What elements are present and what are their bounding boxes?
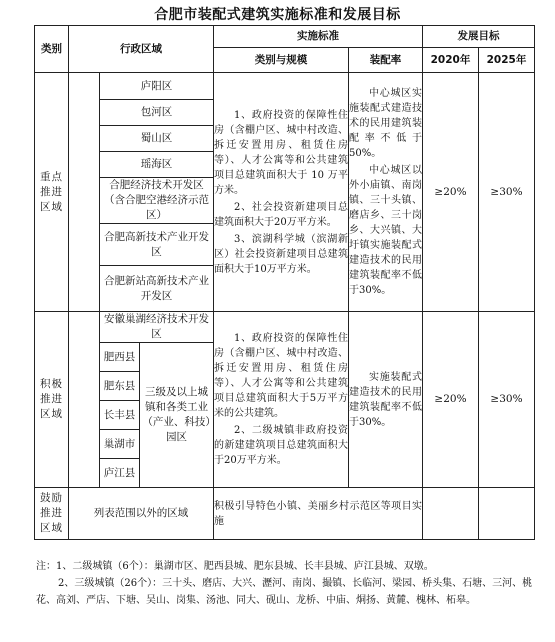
region-item: 合肥经济技术开发区（含合肥空港经济示范区） — [100, 178, 214, 224]
county-item: 巢湖市 — [100, 430, 140, 459]
text-paragraph: 3、滨湖科学城（滨湖新区）社会投资新建项目总建筑面积大于10万平方米。 — [214, 233, 348, 275]
key-rate-para — [349, 86, 422, 298]
note-line-2: 2、三级城镇（26个）：三十头、磨店、大兴、瀝河、南岗、撮镇、长临河、梁园、桥头集、石塘、三河、桃花、高刘、严店、下塘、吴山、岗集、汤池、同大、砚山、龙桥、中庙、烔扬、黄麓、槐林、柘皋。 — [36, 578, 533, 606]
header-2025: 2025年 — [479, 48, 535, 73]
note-line-1: 注：1、二级城镇（6个）：巢湖市区、肥西县城、肥东县城、长丰县城、庐江县城、双墩。 — [36, 561, 434, 572]
active-rate-para — [349, 370, 422, 430]
header-type-scale: 类别与规模 — [214, 48, 349, 73]
county-item: 庐江县 — [100, 459, 140, 488]
header-standard: 实施标准 — [214, 26, 423, 48]
category-encourage: 鼓励推进区域 — [35, 488, 69, 540]
key-standard-text — [214, 73, 349, 312]
text-paragraph: 实施装配式建造技术的民用建筑装配率不低于30%。 — [349, 371, 422, 428]
region-item: 庐阳区 — [100, 73, 214, 100]
active-target-2025: ≥30% — [479, 312, 535, 488]
county-scope: 三级及以上城镇和各类工业（产业、科技）园区 — [140, 343, 214, 488]
region-item: 安徽巢湖经济技术开发区 — [100, 312, 214, 343]
active-rate-text — [349, 312, 423, 488]
active-standard-text — [214, 312, 349, 488]
category-active: 积极推进区域 — [35, 312, 69, 488]
key-standard-para — [214, 108, 348, 277]
key-target-2020: ≥20% — [423, 73, 479, 312]
category-active-spacer — [69, 312, 100, 488]
header-2020: 2020年 — [423, 48, 479, 73]
category-key: 重点推进区域 — [35, 73, 69, 312]
active-standard-para — [214, 331, 348, 468]
notes — [36, 558, 541, 609]
category-key-spacer — [69, 73, 100, 312]
county-item: 肥东县 — [100, 372, 140, 401]
page-title: 合肥市装配式建筑实施标准和发展目标 — [154, 7, 401, 23]
text-paragraph: 中心城区以外小庙镇、南岗镇、三十头镇、磨店乡、三十岗乡、大兴镇、大圩镇实施装配式建造技术的民用建筑装配率不低于30%。 — [349, 165, 422, 296]
region-item: 列表范围以外的区域 — [69, 488, 214, 540]
text-paragraph: 1、政府投资的保障性住房（含棚户区、城中村改造、拆迁安置用房、租赁住房等）、人才公寓等和公共建筑项目总建筑面积大于5万平方米的公共建筑。 — [214, 333, 348, 419]
header-region: 行政区域 — [69, 26, 214, 73]
region-item: 包河区 — [100, 100, 214, 126]
text-paragraph: 2、二级城镇非政府投资的新建建筑项目总建筑面积大于20万平方米。 — [214, 425, 348, 466]
county-item: 长丰县 — [100, 401, 140, 430]
standards-table — [34, 25, 535, 540]
region-item: 合肥新站高新技术产业开发区 — [100, 266, 214, 312]
active-target-2020: ≥20% — [423, 312, 479, 488]
header-rate: 装配率 — [349, 48, 423, 73]
text-paragraph: 1、政府投资的保障性住房（含棚户区、城中村改造、拆迁安置用房、租赁住房等）、人才公寓等和公共建筑项目总建筑面积大于 10 万平方米。 — [214, 109, 348, 196]
region-item: 蜀山区 — [100, 126, 214, 152]
text-paragraph: 中心城区实施装配式建造技术的民用建筑装配率不低于50%。 — [349, 88, 422, 159]
encourage-target-2020 — [423, 488, 479, 540]
county-item: 肥西县 — [100, 343, 140, 372]
key-target-2025: ≥30% — [479, 73, 535, 312]
encourage-target-2025 — [479, 488, 535, 540]
key-rate-text — [349, 73, 423, 312]
header-target: 发展目标 — [423, 26, 535, 48]
region-item: 瑶海区 — [100, 152, 214, 178]
region-item: 合肥高新技术产业开发区 — [100, 224, 214, 266]
header-category: 类别 — [35, 26, 69, 73]
text-paragraph: 2、社会投资新建项目总建筑面积大于20万平方米。 — [214, 201, 348, 228]
encourage-standard-text: 积极引导特色小镇、美丽乡村示范区等项目实施 — [214, 488, 423, 540]
